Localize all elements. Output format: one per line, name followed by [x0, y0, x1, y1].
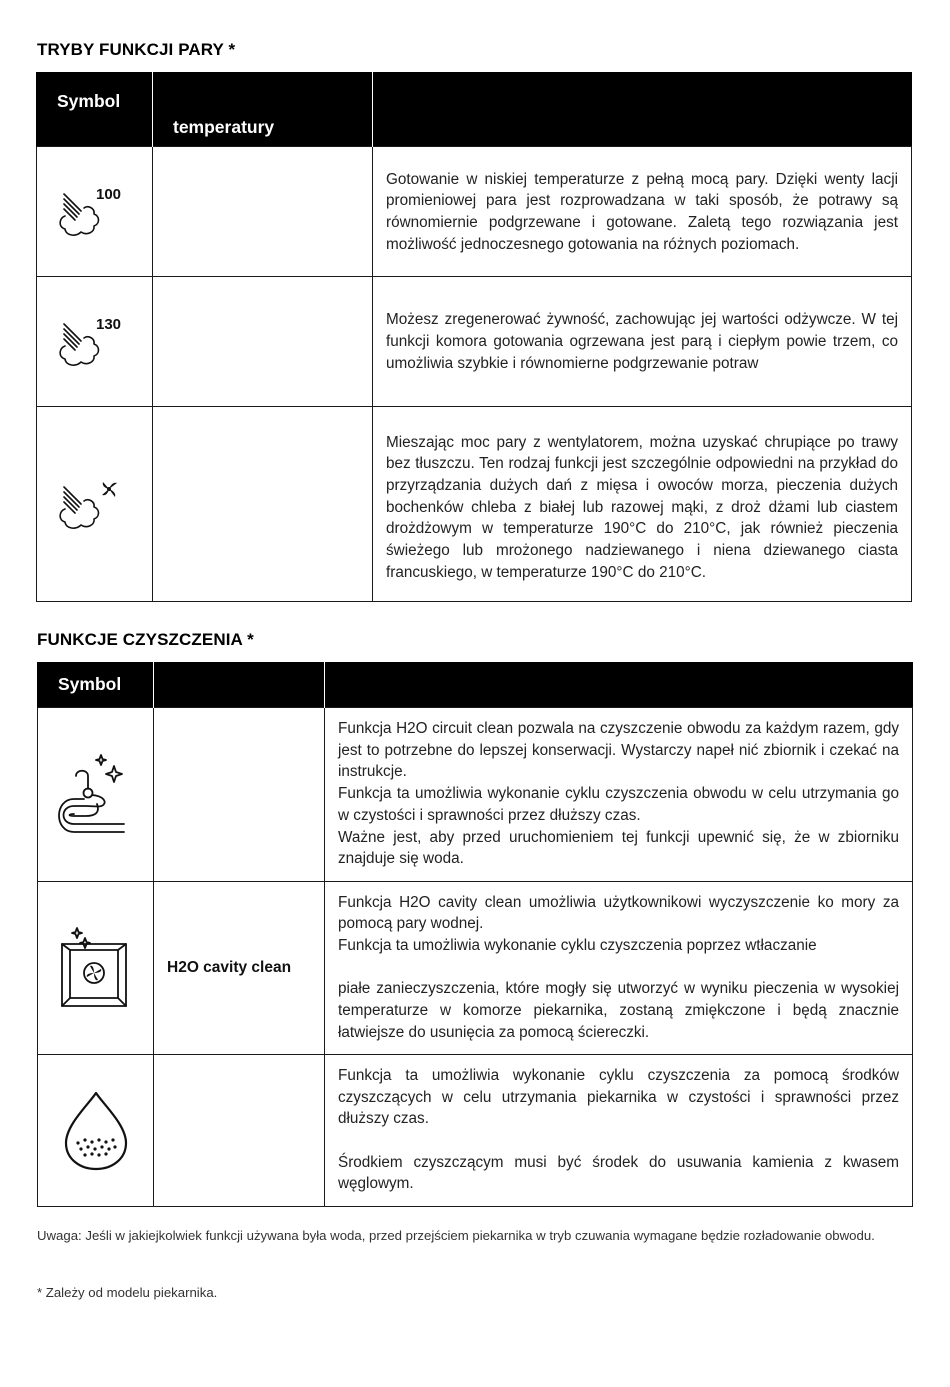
- header-description: [325, 662, 913, 707]
- header-temperature: temperatury: [153, 72, 373, 146]
- function-name: [154, 1054, 325, 1206]
- function-description: Mieszając moc pary z wentylatorem, można uzyskać chrupiące po trawy bez tłuszczu. Ten rodzaj funkcji jest szczególnie odpowiedni na przykład do przyrządzania dużych dań z mięsa i owoców morza, pieczenia dużych bochenków chleba z białej lub razowej mąki, z droż dżami lub ciastem drożdżowym w temperaturze 190°C do 210°C, jak również pieczenia świeżego lub mrożonego nadziewanego i niena dziewanego ciasta francuskiego, w temperaturze 190°C do 210°C.: [386, 433, 898, 581]
- header-symbol: Symbol: [38, 662, 154, 707]
- footnote-text: * Zależy od modelu piekarnika.: [37, 1285, 218, 1300]
- function-description: Możesz zregenerować żywność, zachowując jej wartości odżywcze. W tej funkcji komora gotowania ogrzewana jest parą i ciepłym powie trzem, co umożliwia szybkie i równomierne podgrzewanie potraw: [386, 311, 898, 372]
- table-row: [38, 881, 913, 1054]
- function-name: H2O cavity clean: [154, 881, 325, 1054]
- function-description: Funkcja H2O circuit clean pozwala na czyszczenie obwodu za każdym razem, gdy jest to potrzebne do lepszej konserwacji. Wystarczy napeł nić zbiornik i czekać na instrukcje.: [338, 720, 899, 781]
- table-row: [38, 707, 913, 881]
- header-description: [373, 72, 912, 146]
- cleaning-section-title: FUNKCJE CZYSZCZENIA *: [37, 630, 254, 649]
- function-description: Funkcja ta umożliwia wykonanie cyklu czyszczenia za pomocą środków czyszczących w celu utrzymania piekarnika w czystości i sprawności przez dłuższy czas.: [338, 1066, 899, 1128]
- steam-fan-icon: [55, 476, 135, 532]
- steam-130-icon: [55, 313, 135, 369]
- header-name: [154, 662, 325, 707]
- function-name: [153, 406, 373, 601]
- table-row: [37, 276, 912, 406]
- function-description: piałe zanieczyszczenia, które mogły się utworzyć w wyniku pieczenia w wysokiej temperaturze w komorze piekarnika, zostaną zmiękczone i będą znacznie łatwiejsze do usunięcia za pomocą ściereczki.: [338, 980, 899, 1041]
- steam-functions-table: [36, 72, 912, 602]
- circuit-clean-icon: [56, 746, 136, 842]
- function-description: Środkiem czyszczącym musi być środek do usuwania kamienia z kwasem węglowym.: [338, 1153, 899, 1193]
- cavity-clean-icon: [56, 922, 136, 1014]
- function-description: Funkcja H2O cavity clean umożliwia użytkownikowi wyczyszczenie ko mory za pomocą pary wodnej.: [338, 893, 899, 933]
- function-name: [154, 707, 325, 881]
- note-text: Uwaga: Jeśli w jakiejkolwiek funkcji używana była woda, przed przejściem piekarnika w tryb czuwania wymagane będzie rozładowanie obwodu.: [37, 1228, 875, 1243]
- table-row: [37, 406, 912, 601]
- descaling-drop-icon: [56, 1087, 136, 1173]
- function-description: Gotowanie w niskiej temperaturze z pełną mocą pary. Dzięki wenty lacji promieniowej para jest rozprowadzana w taki sposób, że potrawy są równomiernie podgrzewane i gotowane. Zaletą tego rozwiązania jest możliwość jednoczesnego gotowania na różnych poziomach.: [386, 170, 898, 253]
- steam-section-title: TRYBY FUNKCJI PARY *: [37, 40, 236, 59]
- header-symbol: Symbol: [37, 72, 153, 146]
- table-row: [37, 146, 912, 276]
- function-name: [153, 276, 373, 406]
- table-row: [38, 1054, 913, 1206]
- svg-text:100: 100: [95, 186, 121, 203]
- function-name: [153, 146, 373, 276]
- function-description: Funkcja ta umożliwia wykonanie cyklu czyszczenia obwodu w celu utrzymania go w czystości i sprawności przez dłuższy czas.: [338, 785, 899, 824]
- function-description: Funkcja ta umożliwia wykonanie cyklu czyszczenia poprzez wtłaczanie: [338, 936, 817, 954]
- svg-text:130: 130: [95, 316, 121, 333]
- steam-100-icon: [55, 183, 135, 239]
- function-description: Ważne jest, aby przed uruchomieniem tej funkcji upewnić się, że w zbiorniku znajduje się woda.: [338, 828, 899, 868]
- cleaning-functions-table: [37, 662, 913, 1207]
